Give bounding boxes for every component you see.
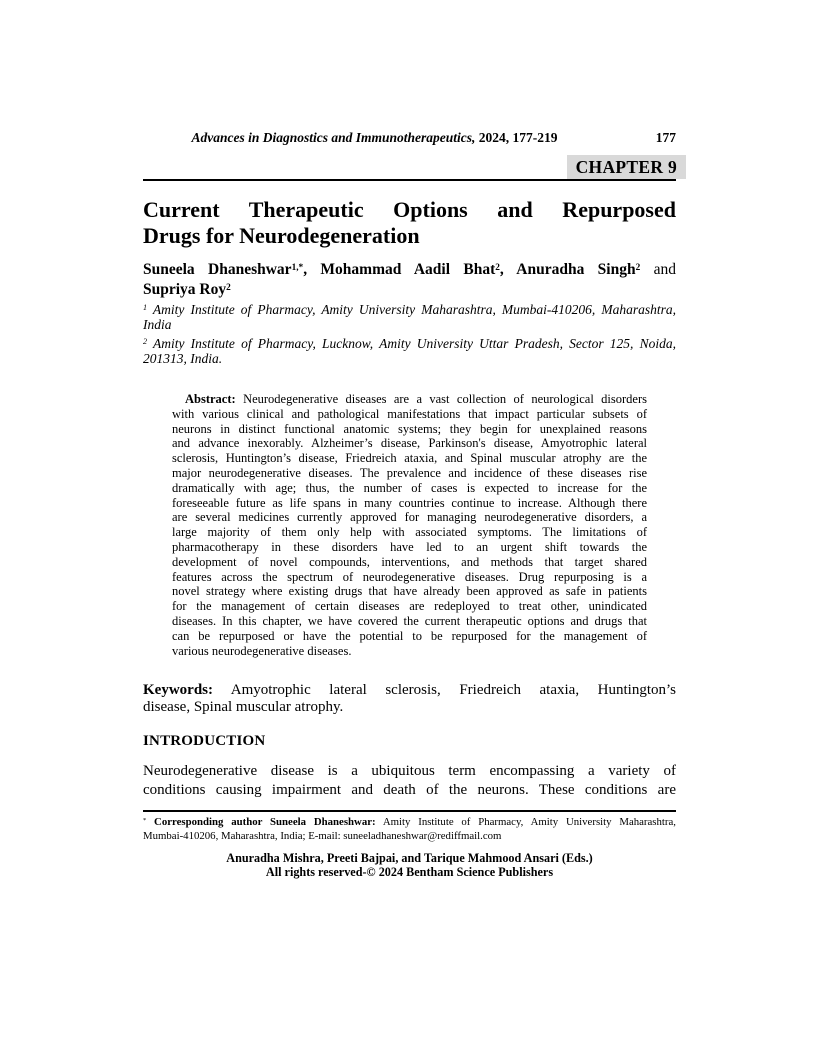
section-heading-introduction: INTRODUCTION — [143, 733, 266, 750]
author-name: Anuradha Singh — [516, 261, 636, 278]
abstract-line: sclerosis, Huntington’s disease, Friedreich ataxia, and Spinal muscular atrophy are the — [172, 451, 647, 466]
abstract-line: foreseeable future as life spans in many countries continue to increase. Although there — [172, 495, 647, 510]
page-number: 177 — [655, 130, 676, 145]
keywords-label: Keywords: — [143, 682, 213, 699]
author-name: Suneela Dhaneshwar — [143, 261, 292, 278]
abstract-line: novel strategy where existing drugs that have already been approved as safe in patients — [172, 584, 647, 599]
author-affil-marker: 1,* — [291, 262, 304, 273]
abstract-line: features across the spectrum of neurodegenerative diseases. Drug repurposing is a — [172, 569, 647, 584]
corresponding-author-footnote — [143, 810, 676, 843]
chapter-title-line: Drugs for Neurodegeneration — [143, 223, 420, 248]
affiliation-marker: 2 — [143, 337, 148, 347]
journal-title: Advances in Diagnostics and Immunotherapeutics, — [191, 130, 476, 145]
editors-line: Anuradha Mishra, Preeti Bajpai, and Tarique Mahmood Ansari (Eds.) — [226, 851, 593, 866]
keywords — [143, 682, 676, 716]
abstract-line: can be repurposed or have the potential to be repurposed for the management of — [172, 628, 647, 643]
abstract-line: diseases. In this chapter, we have covered the current therapeutic options and drugs that — [172, 613, 647, 628]
chapter-badge: CHAPTER 9 — [567, 155, 686, 179]
footnote-line: * Corresponding author Suneela Dhaneshwar: Amity Institute of Pharmacy, Amity University Maharashtra, — [143, 816, 676, 829]
author-affil-marker: 2 — [495, 262, 500, 273]
intro-paragraph — [143, 762, 676, 799]
footnote-line: Mumbai-410206, Maharashtra, India; E-mail: suneeladhaneshwar@rediffmail.com — [143, 830, 502, 843]
running-title — [143, 130, 606, 146]
abstract-line: large majority of them only help with associated symptoms. The limitations of — [172, 525, 647, 540]
abstract-line: are several medicines currently approved for managing neurodegenerative disorders, a — [172, 510, 647, 525]
abstract-line: Abstract: Neurodegenerative diseases are a vast collection of neurological disorders — [185, 392, 647, 406]
abstract-line: pharmacotherapy in these disorders have led to an urgent shift towards the — [172, 539, 647, 554]
abstract — [172, 392, 647, 658]
abstract-line: dramatically with age; thus, the number of cases is expected to increase for the — [172, 480, 647, 495]
footnote-marker: * — [143, 817, 147, 825]
affiliation-2: $^2$ Amity Institute of Pharmacy, Lucknow, Amity University Uttar Pradesh, Sector 125, Noida, 201313, India. — [143, 336, 676, 366]
author-name: Supriya Roy — [143, 281, 227, 298]
affiliation-marker: 1 — [143, 303, 148, 313]
authors-row: Suneela Dhaneshwar$^{1,*}$, Mohammad Aadil Bhat$^2$, Anuradha Singh$^2$ and — [143, 261, 677, 278]
keywords-line: Keywords: Amyotrophic lateral sclerosis, Friedreich ataxia, Huntington’s — [143, 682, 676, 699]
abstract-line: for the management of certain diseases are redeployed to treat other, unindicated — [172, 599, 647, 614]
authors-line — [143, 260, 676, 300]
authors-row — [143, 280, 676, 300]
affiliations — [143, 303, 676, 366]
author-affil-marker: 2 — [226, 282, 231, 293]
book-footer — [143, 852, 676, 879]
abstract-line: neurons in distinct functional anatomic systems; they begin for unexplained reasons — [172, 421, 647, 436]
affiliation-1: $^1$ Amity Institute of Pharmacy, Amity University Maharashtra, Mumbai-410206, Maharashtra, India — [143, 302, 676, 332]
copyright-line: All rights reserved-© 2024 Bentham Science Publishers — [265, 864, 554, 879]
abstract-line: with various clinical and pathological manifestations that impact particular subsets of — [172, 406, 647, 421]
abstract-line: and advance inexorably. Alzheimer’s disease, Parkinson's disease, Amyotrophic lateral — [172, 436, 647, 451]
abstract-line: major neurodegenerative diseases. The prevalence and incidence of these diseases rise — [172, 465, 647, 480]
abstract-label: Abstract: — [185, 392, 236, 406]
authors-connector: and — [653, 261, 677, 278]
intro-line: conditions causing impairment and death of the neurons. These conditions are — [143, 781, 676, 798]
chapter-title — [143, 197, 676, 249]
author-affil-marker: 2 — [635, 262, 641, 273]
running-header — [143, 130, 676, 147]
journal-meta: 2024, 177-219 — [478, 130, 558, 145]
intro-line: Neurodegenerative disease is a ubiquitous term encompassing a variety of — [143, 763, 676, 780]
footnote-label: Corresponding author Suneela Dhaneshwar: — [154, 816, 376, 829]
abstract-line: development of novel compounds, interventions, and methods that target shared — [172, 554, 647, 569]
abstract-line: various neurodegenerative diseases. — [172, 643, 352, 658]
keywords-line: disease, Spinal muscular atrophy. — [143, 699, 344, 716]
chapter-title-line: Current Therapeutic Options and Repurposed — [143, 197, 676, 222]
header-rule — [143, 155, 676, 181]
author-name: Mohammad Aadil Bhat — [320, 261, 496, 278]
